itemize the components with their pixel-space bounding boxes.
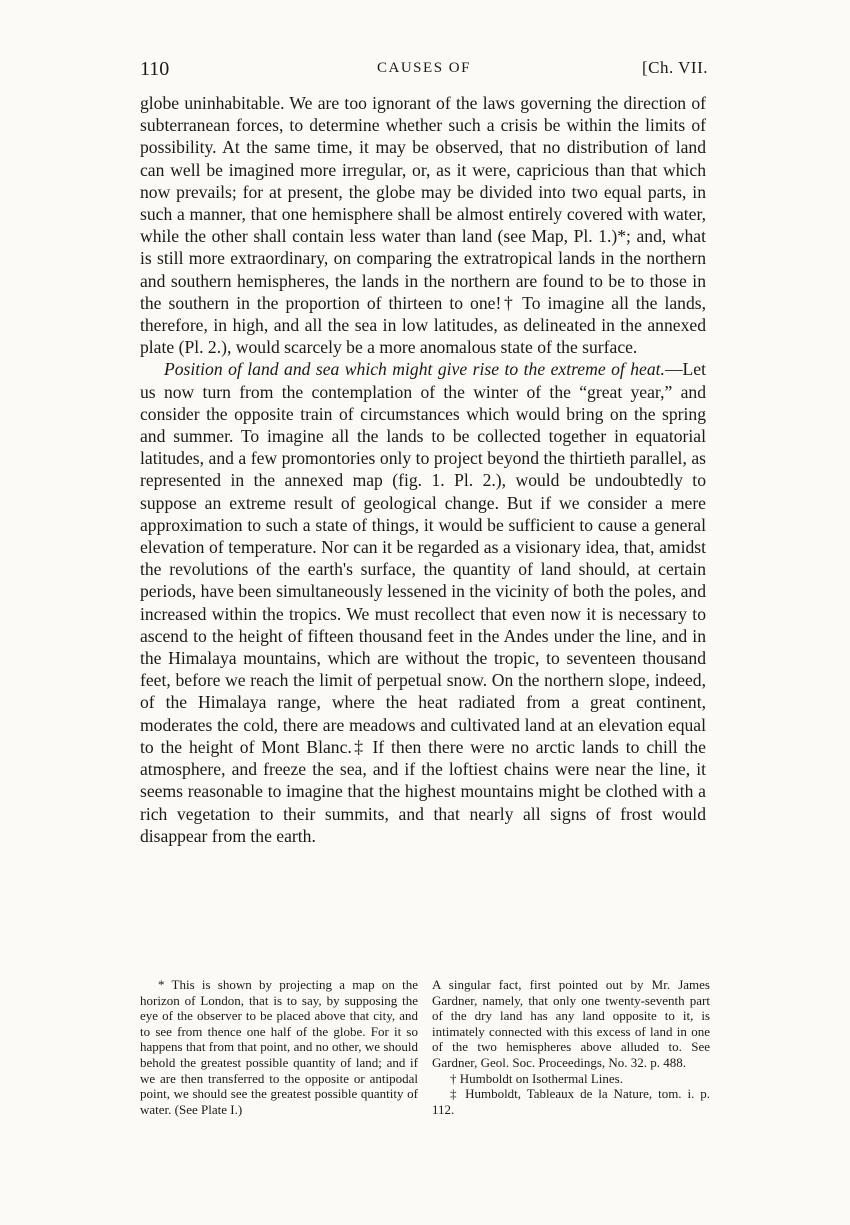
running-title: CAUSES OF bbox=[377, 60, 471, 76]
section-heading: Position of land and sea which might give rise to the extreme of heat. bbox=[164, 359, 665, 380]
main-text bbox=[140, 92, 706, 847]
footnote-column-right bbox=[432, 977, 710, 1117]
footnote-continuation: A singular fact, first pointed out by Mr. James Gardner, namely, that only one twenty-seventh part of the dry land has any land opposite to it, is intimately connected with this excess of land in one of the two hemispheres above alluded to. See Gardner, Geol. Soc. Proceedings, No. 32. p. 488. bbox=[432, 977, 710, 1070]
footnote-double-dagger: ‡ Humboldt, Tableaux de la Nature, tom. i. p. 112. bbox=[432, 1086, 710, 1117]
page-number: 110 bbox=[140, 58, 170, 80]
paragraph-1: globe uninhabitable. We are too ignorant of the laws governing the direction of subterranean forces, to determine whether such a crisis be within the limits of possibility. At the same time, it may be observed, that no distribution of land can well be imagined more irregular, or, as it were, capricious than that which now prevails; for at present, the globe may be divided into two equal parts, in such a manner, that one hemisphere shall be almost entirely covered with water, while the other shall contain less water than land (see Map, Pl. 1.)*; and, what is still more extraordinary, on comparing the extratropical lands in the northern and southern hemispheres, the lands in the northern are found to be to those in the southern in the proportion of thirteen to one!† To imagine all the lands, therefore, in high, and all the sea in low latitudes, as delineated in the annexed plate (Pl. 2.), would scarcely be a more anomalous state of the surface. bbox=[140, 93, 706, 358]
footnote-dagger: † Humboldt on Isothermal Lines. bbox=[450, 1070, 623, 1086]
chapter-label: [Ch. VII. bbox=[641, 58, 708, 77]
paragraph-2 bbox=[140, 358, 706, 846]
footnote-asterisk: * This is shown by projecting a map on the horizon of London, that is to say, by supposing the eye of the observer to be placed above that city, and to see from thence one half of the globe. For it so happens that from that point, and no other, we should behold the greatest possible quantity of land; and if we are then transferred to the opposite or antipodal point, we should see the greatest possible quantity of water. (See Plate I.) bbox=[140, 977, 418, 1117]
running-header bbox=[140, 58, 708, 86]
footnote-column-left bbox=[140, 977, 418, 1117]
footnotes bbox=[140, 977, 710, 1187]
paragraph-2-text: —Let us now turn from the contemplation of the winter of the “great year,” and consider the opposite train of circumstances which would bring on the spring and summer. To imagine all the lands to be collected together in equatorial latitudes, and a few promontories only to project beyond the thirtieth parallel, as represented in the annexed map (fig. 1. Pl. 2.), would be undoubtedly to suppose an extreme result of geological change. But if we consider a mere approximation to such a state of things, it would be sufficient to cause a general elevation of temperature. Nor can it be regarded as a visionary idea, that, amidst the revolutions of the earth's surface, the quantity of land should, at certain periods, have been simultaneously lessened in the vicinity of both the poles, and increased within the tropics. We must recollect that even now it is necessary to ascend to the height of fifteen thousand feet in the Andes under the line, and in the Himalaya mountains, which are without the tropic, to seventeen thousand feet, before we reach the limit of perpetual snow. On the northern slope, indeed, of the Himalaya range, where the heat radiated from a great continent, moderates the cold, there are meadows and cultivated land at an elevation equal to the height of Mont Blanc.‡ If then there were no arctic lands to chill the atmosphere, and freeze the sea, and if the loftiest chains were near the line, it seems reasonable to imagine that the highest mountains might be clothed with a rich vegetation to their summits, and that nearly all signs of frost would disappear from the earth. bbox=[140, 359, 706, 846]
